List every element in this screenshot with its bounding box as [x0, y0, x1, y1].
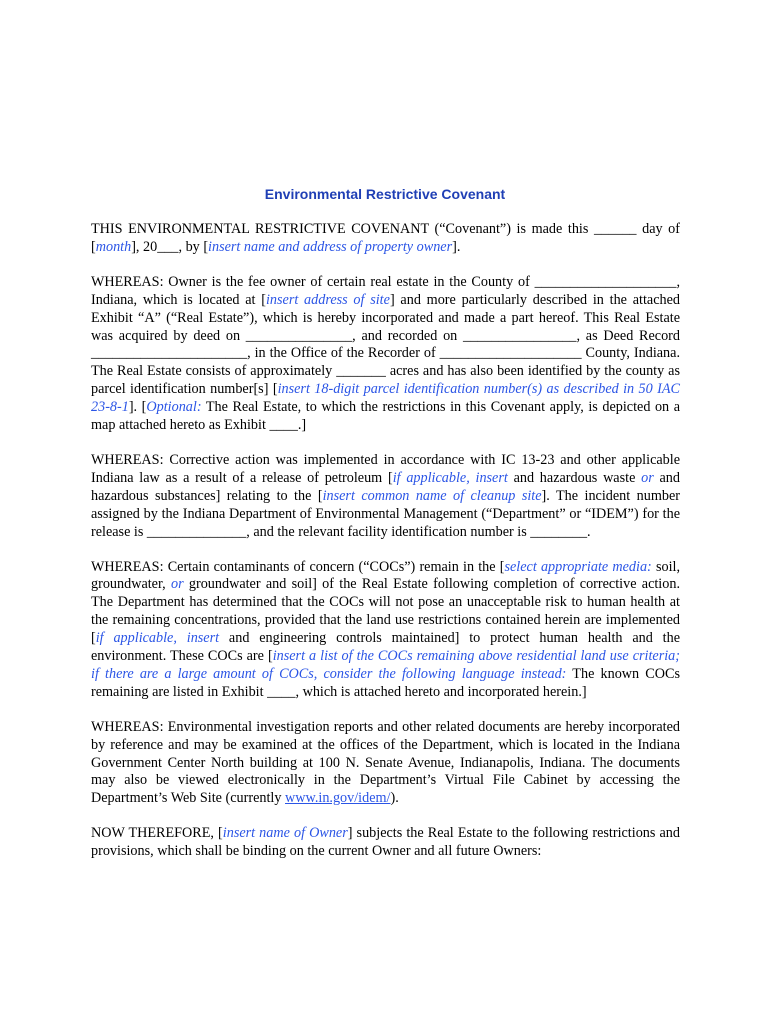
paragraph-text: The Real Estate, to which the restrictions in this Covenant apply, is depicted on a map attached hereto as Exhibit ____.]: [91, 399, 681, 434]
paragraph-text: and hazardous substances] relating to the [: [91, 469, 680, 504]
paragraph-text: ]. The incident number assigned by the Indiana Department of Environmental Management (“Department” or “IDEM”) for the release is ______________, and the relevant facility identification number is ________.: [91, 487, 680, 540]
paragraph-text: ] and more particularly described in the attached Exhibit “A” (“Real Estate”), which is hereby incorporated and made a part hereof. This Real Estate was acquired by deed on _______________, and recorded on ________________, as Deed Record ______________________, in the Office of the Recorder of ____________________ County, Indiana. The Real Estate consists of approximately _______ acres and has also been identified by the county as parcel identification number[s] [: [91, 291, 681, 398]
placeholder-instruction: or: [170, 576, 184, 593]
paragraph-text: The known COCs remaining are listed in Exhibit ____, which is attached hereto and incorporated herein.]: [91, 665, 680, 700]
idem-website-link[interactable]: www.in.gov/idem/: [285, 790, 391, 807]
placeholder-instruction: if applicable, insert: [392, 469, 508, 486]
opening-paragraph: [91, 221, 680, 257]
whereas-contaminants-paragraph: [91, 559, 680, 702]
paragraph-text: ], 20___, by [: [131, 238, 209, 255]
placeholder-instruction: select appropriate media:: [504, 558, 652, 575]
paragraph-text: soil, groundwater,: [91, 558, 681, 593]
placeholder-instruction: insert name of Owner: [222, 825, 348, 842]
placeholder-instruction: or: [641, 469, 654, 486]
paragraph-text: and engineering controls maintained] to protect human health and the environment. These COCs are [: [91, 630, 680, 665]
paragraph-text: WHEREAS: Environmental investigation reports and other related documents are hereby incorporated by reference and may be examined at the offices of the Department, which is located in the Indiana Government Center North building at 100 N. Senate Avenue, Indianapolis, Indiana. The documents may also be viewed electronically in the Department’s Virtual File Cabinet by accessing the Department’s Web Site (currently: [91, 718, 680, 807]
paragraph-text: WHEREAS: Certain contaminants of concern (“COCs”) remain in the [: [91, 558, 505, 575]
paragraph-text: NOW THEREFORE, [: [91, 825, 223, 842]
paragraph-text: WHEREAS: Corrective action was implemented in accordance with IC 13-23 and other applicable Indiana law as a result of a release of petroleum [: [91, 451, 680, 486]
placeholder-instruction: insert 18-digit parcel identification number(s) as described in 50 IAC 23-8-1: [91, 381, 681, 416]
paragraph-text: groundwater and soil] of the Real Estate following completion of corrective action. The Department has determined that the COCs will not pose an unacceptable risk to human health at the remaining concentrations, provided that the land use restrictions contained herein are implemented [: [91, 576, 680, 647]
placeholder-instruction: insert common name of cleanup site: [322, 487, 542, 504]
placeholder-instruction: insert name and address of property owner: [208, 238, 453, 255]
document-body: [91, 221, 680, 861]
paragraph-text: ].: [452, 238, 461, 255]
paragraph-text: ).: [390, 790, 399, 807]
paragraph-text: THIS ENVIRONMENTAL RESTRICTIVE COVENANT (“Covenant”) is made this ______ day of [: [91, 221, 680, 255]
placeholder-instruction: Optional:: [146, 399, 202, 416]
now-therefore-paragraph: [91, 825, 680, 861]
placeholder-instruction: insert a list of the COCs remaining above residential land use criteria; if there are a large amount of COCs, consider the following language instead:: [91, 648, 681, 682]
paragraph-text: WHEREAS: Owner is the fee owner of certain real estate in the County of ____________________, Indiana, which is located at [: [91, 273, 680, 308]
whereas-corrective-action-paragraph: [91, 452, 680, 542]
document-title: Environmental Restrictive Covenant: [264, 186, 506, 202]
whereas-owner-paragraph: [91, 274, 680, 435]
whereas-reports-paragraph: [91, 719, 680, 809]
placeholder-instruction: if applicable, insert: [95, 630, 220, 647]
paragraph-text: ]. [: [128, 399, 147, 416]
placeholder-instruction: month: [95, 238, 132, 255]
placeholder-instruction: insert address of site: [265, 291, 390, 308]
paragraph-text: and hazardous waste: [507, 469, 642, 486]
paragraph-text: ] subjects the Real Estate to the following restrictions and provisions, which shall be binding on the current Owner and all future Owners:: [91, 825, 680, 860]
